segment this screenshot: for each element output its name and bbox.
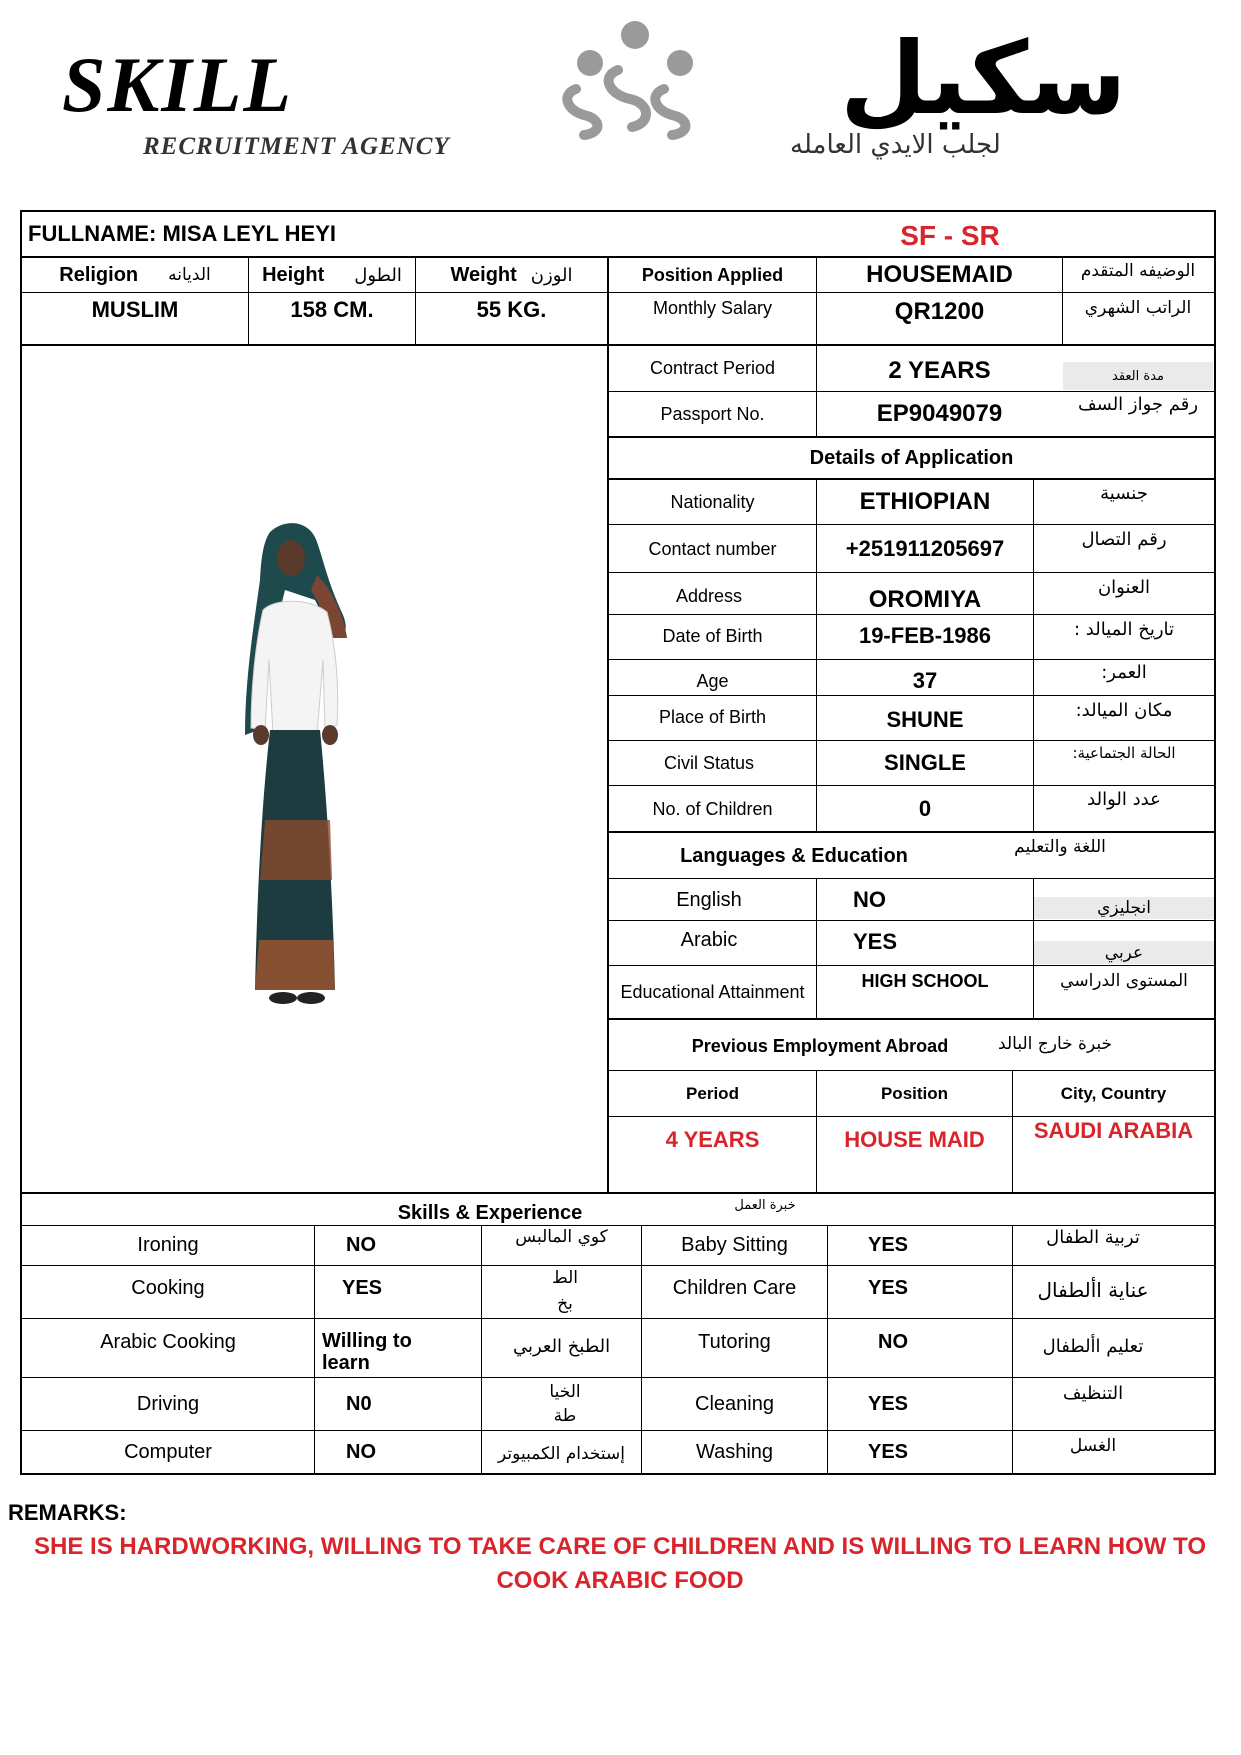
skill-value: N0	[346, 1392, 372, 1415]
employment-period: 4 YEARS	[665, 1127, 760, 1152]
salary-label: Monthly Salary	[652, 297, 773, 318]
religion-label: Religion	[59, 263, 139, 286]
height-label: Height	[262, 263, 325, 286]
employment-position: HOUSE MAID	[844, 1127, 985, 1152]
details-value: SINGLE	[884, 750, 966, 775]
skill-ar: كوي المالبس	[515, 1227, 608, 1247]
position-label: Position Applied	[641, 264, 784, 285]
remarks-line-2: COOK ARABIC FOOD	[496, 1567, 744, 1594]
skill-label: Driving	[136, 1392, 200, 1415]
reference-code: SF - SR	[900, 220, 1000, 251]
details-value: SHUNE	[886, 707, 964, 732]
skill-value: YES	[868, 1392, 909, 1415]
remarks-label: REMARKS:	[8, 1500, 127, 1525]
weight-header	[416, 258, 607, 292]
height-header	[249, 258, 415, 292]
position-value: HOUSEMAID	[866, 261, 1013, 288]
employment-col-position: Position	[880, 1084, 949, 1103]
skill-ar: تعليم األطفال	[1042, 1335, 1144, 1357]
brand-logo-text: SKILL	[62, 41, 294, 128]
details-ar: العنوان	[1097, 576, 1151, 598]
skill-ar: الخيا طة	[549, 1382, 581, 1426]
skill-ar: الط بخ	[551, 1268, 579, 1314]
weight-label: Weight	[450, 263, 517, 286]
english-label: English	[676, 888, 742, 911]
skill-label: Tutoring	[698, 1330, 771, 1353]
fullname-row	[22, 212, 522, 256]
skills-title-ar: خبرة العمل	[734, 1197, 796, 1213]
religion-ar: الديانه	[168, 265, 211, 285]
employment-title: Previous Employment Abroad	[691, 1035, 949, 1056]
passport-value: EP9049079	[876, 400, 1003, 427]
skill-label: Cooking	[131, 1276, 205, 1299]
details-label: Place of Birth	[658, 706, 767, 727]
skill-label: Ironing	[137, 1234, 199, 1256]
skill-ar: عناية األطفال	[1037, 1278, 1149, 1302]
details-label: Address	[675, 585, 743, 606]
details-ar: العمر:	[1101, 661, 1147, 683]
details-ar: الحالة الجتماعية:	[1072, 744, 1176, 762]
skill-label: Washing	[695, 1440, 774, 1463]
details-label: Civil Status	[663, 752, 755, 773]
brand-subtitle: RECRUITMENT AGENCY	[143, 133, 450, 160]
languages-title-ar: اللغة والتعليم	[1014, 837, 1106, 857]
position-ar: الوضيفه المتقدم	[1080, 261, 1196, 281]
details-ar: تاريخ الميالد :	[1073, 618, 1175, 640]
details-label: Contact number	[648, 538, 777, 559]
salary-ar: الراتب الشهري	[1084, 298, 1192, 318]
skill-value: YES	[868, 1234, 909, 1256]
weight-ar: الوزن	[530, 264, 573, 286]
religion-header	[22, 258, 248, 292]
details-ar: رقم التصال	[1081, 528, 1167, 550]
details-value: 37	[912, 668, 938, 693]
passport-label: Passport No.	[660, 403, 765, 424]
religion-value: MUSLIM	[91, 297, 179, 322]
employment-col-city: City, Country	[1060, 1084, 1167, 1103]
contract-label: Contract Period	[649, 357, 776, 378]
details-label: Age	[696, 670, 729, 691]
details-value: ETHIOPIAN	[859, 488, 991, 515]
weight-value: 55 KG.	[476, 297, 547, 322]
employment-title-ar: خبرة خارج البالد	[998, 1034, 1112, 1054]
height-value: 158 CM.	[290, 297, 374, 322]
details-value: 0	[918, 796, 932, 821]
education-ar: المستوى الدراسي	[1060, 971, 1188, 991]
education-value: HIGH SCHOOL	[861, 970, 989, 991]
applicant-photo	[215, 520, 375, 1005]
brand-subtitle-arabic: لجلب الايدي العامله	[790, 130, 1001, 160]
details-ar: جنسية	[1100, 482, 1148, 504]
skill-label: Arabic Cooking	[100, 1330, 236, 1353]
contract-value: 2 YEARS	[888, 357, 991, 384]
details-label: Nationality	[670, 491, 755, 512]
english-ar: انجليزي	[1097, 898, 1151, 918]
skill-value: YES	[342, 1276, 383, 1299]
details-ar: مكان الميالد:	[1075, 699, 1173, 721]
skill-value: NO	[346, 1234, 376, 1256]
remarks-line-1: SHE IS HARDWORKING, WILLING TO TAKE CARE OF CHILDREN AND IS WILLING TO LEARN HOW TO	[34, 1533, 1206, 1560]
details-value: 19-FEB-1986	[858, 623, 992, 648]
skill-ar: تربية الطفال	[1046, 1226, 1140, 1248]
skill-ar: الغسل	[1069, 1436, 1117, 1456]
skills-title: Skills & Experience	[397, 1201, 583, 1224]
education-label: Educational Attainment	[620, 981, 805, 1002]
details-value: OROMIYA	[868, 586, 982, 613]
people-logo-icon	[540, 15, 730, 140]
skill-value: NO	[878, 1330, 908, 1353]
height-ar: الطول	[354, 264, 402, 286]
details-title: Details of Application	[809, 446, 1014, 469]
arabic-value: YES	[853, 929, 898, 954]
passport-ar: رقم جواز السف	[1078, 393, 1199, 415]
english-value: NO	[853, 887, 886, 912]
skill-value: NO	[346, 1440, 376, 1463]
details-value: +251911205697	[845, 536, 1005, 561]
fullname-value: MISA LEYL HEYI	[162, 221, 337, 246]
skill-value: Willing to learn	[322, 1330, 412, 1374]
skill-ar: الطبخ العربي	[512, 1335, 611, 1357]
arabic-ar: عربي	[1104, 942, 1144, 963]
employment-city: SAUDI ARABIA	[1033, 1118, 1194, 1143]
skill-label: Cleaning	[695, 1392, 774, 1415]
languages-title: Languages & Education	[680, 844, 908, 867]
details-ar: عدد الوالد	[1087, 788, 1161, 810]
details-label: Date of Birth	[662, 625, 763, 646]
skill-label: Children Care	[672, 1276, 797, 1299]
brand-logo-arabic: سكيل	[840, 20, 1127, 137]
skill-value: YES	[868, 1276, 909, 1299]
skill-ar: إستخدام الكمبيوتر	[498, 1444, 625, 1464]
contract-ar: مدة العقد	[1112, 368, 1164, 384]
skill-ar: التنظيف	[1062, 1382, 1124, 1404]
skill-value: YES	[868, 1440, 909, 1463]
arabic-label: Arabic	[680, 928, 738, 951]
skill-label: Computer	[124, 1440, 212, 1463]
fullname-label: FULLNAME:	[28, 221, 157, 246]
salary-value: QR1200	[894, 298, 985, 325]
employment-col-period: Period	[686, 1084, 739, 1103]
details-label: No. of Children	[652, 798, 773, 819]
skill-label: Baby Sitting	[681, 1234, 788, 1256]
